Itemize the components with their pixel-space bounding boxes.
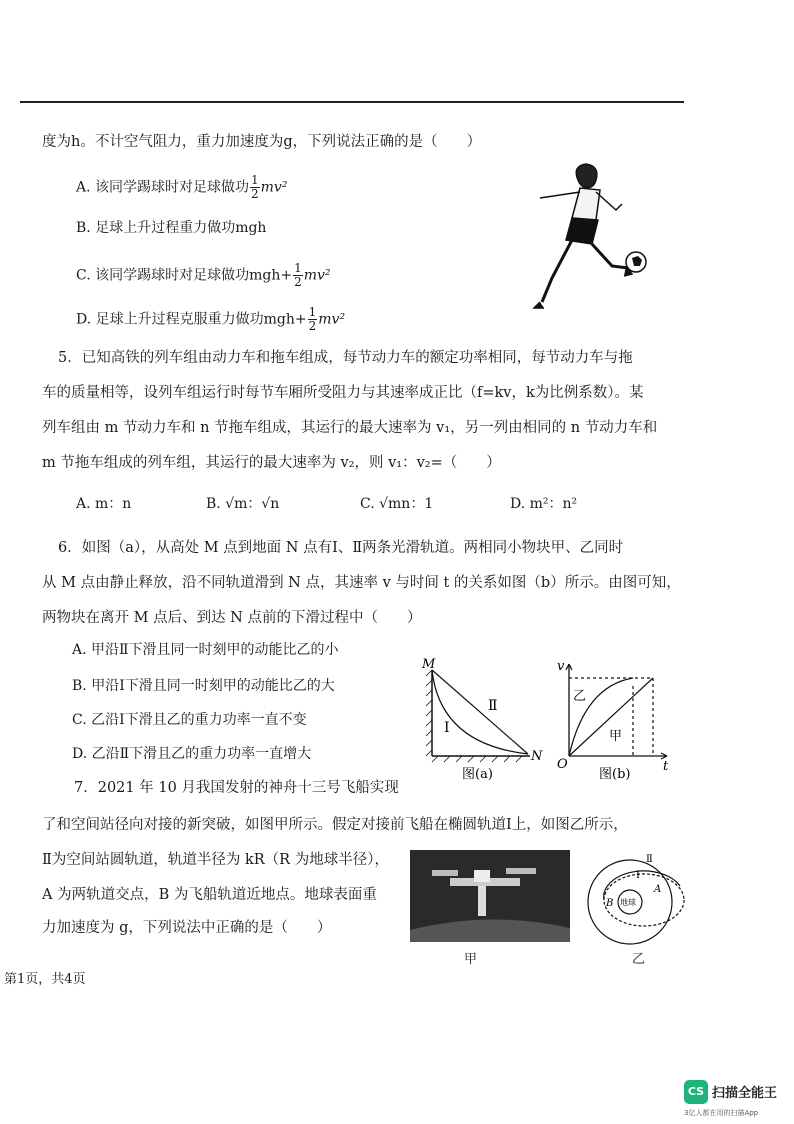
label-orbit-II: Ⅱ xyxy=(646,854,653,865)
figure-a-caption: 图(a) xyxy=(462,767,493,782)
header-rule xyxy=(20,101,684,103)
q4-stem: 度为h。不计空气阻力，重力加速度为g，下列说法正确的是（ ） xyxy=(42,134,482,150)
space-station-icon xyxy=(410,850,570,942)
fraction: $\frac{1}{2}$ xyxy=(294,261,302,289)
scanner-app-name: 扫描全能王 xyxy=(712,1086,778,1101)
q5-option-d: D. m²：n² xyxy=(510,496,578,512)
fraction: $\frac{1}{2}$ xyxy=(308,305,317,333)
q4-option-b: B. 足球上升过程重力做功mgh xyxy=(76,220,267,236)
scanner-watermark xyxy=(684,1080,794,1120)
q5-line-3: 列车组由 m 节动力车和 n 节拖车组成，其运行的最大速率为 v₁，另一列由相同的 n 节动力车和 xyxy=(42,420,658,436)
q7-line-4: A 为两轨道交点，B 为飞船轨道近地点。地球表面重 xyxy=(42,887,377,903)
q5-option-c: C. √mn：1 xyxy=(360,496,434,512)
figure-b-caption: 图(b) xyxy=(599,767,631,782)
scanner-tagline: 3亿人都在用的扫描App xyxy=(684,1109,759,1117)
q5-option-b: B. √m：√n xyxy=(206,496,280,512)
spacecraft-photo xyxy=(410,850,570,942)
label-track-I: Ⅰ xyxy=(444,720,450,736)
soccer-player-figure xyxy=(518,162,652,314)
q4-option-c: C. 该同学踢球时对足球做功mgh+ $\frac{1}{2}$ mv² xyxy=(76,261,331,289)
q7-line-3: Ⅱ为空间站圆轨道，轨道半径为 kR（R 为地球半径）， xyxy=(42,852,389,868)
label-N: N xyxy=(531,749,543,764)
axis-t-label: t xyxy=(663,759,669,774)
q6-option-a: A. 甲沿Ⅱ下滑且同一时刻甲的动能比乙的小 xyxy=(72,642,339,658)
q7-line-1: 7．2021 年 10 月我国发射的神舟十三号飞船实现 xyxy=(74,780,399,796)
q4-option-a: A. 该同学踢球时对足球做功 $\frac{1}{2}$ mv² xyxy=(76,173,288,201)
q5-line-4: m 节拖车组成的列车组，其运行的最大速率为 v₂，则 v₁：v₂=（ ） xyxy=(42,455,501,471)
q7-line-2: 了和空间站径向对接的新突破，如图甲所示。假定对接前飞船在椭圆轨道Ⅰ上，如图乙所示， xyxy=(42,817,628,833)
q4-option-d: D. 足球上升过程克服重力做功mgh+ $\frac{1}{2}$ mv² xyxy=(76,305,346,333)
orbit-diagram xyxy=(584,848,694,948)
q6-option-b: B. 甲沿Ⅰ下滑且同一时刻甲的动能比乙的大 xyxy=(72,678,335,694)
label-track-II: Ⅱ xyxy=(488,698,498,714)
fraction: $\frac{1}{2}$ xyxy=(251,173,259,201)
label-B: B xyxy=(606,898,614,909)
q6-option-d: D. 乙沿Ⅱ下滑且乙的重力功率一直增大 xyxy=(72,746,312,762)
q5-line-1: 5．已知高铁的列车组由动力车和拖车组成，每节动力车的额定功率相同，每节动力车与拖 xyxy=(58,350,633,366)
cs-logo-icon: CS xyxy=(684,1080,708,1104)
figure-a-tracks xyxy=(418,656,548,782)
page-footer: 第1页，共4页 xyxy=(4,972,86,987)
q6-line-2: 从 M 点由静止释放，沿不同轨道滑到 N 点，其速率 v 与时间 t 的关系如图（b）所示。由图可知， xyxy=(42,575,681,591)
origin-label: O xyxy=(557,757,568,772)
q5-option-a: A. m：n xyxy=(76,496,132,512)
label-jia: 甲 xyxy=(609,729,623,744)
label-orbit-I: Ⅰ xyxy=(636,870,640,881)
label-earth: 地球 xyxy=(620,898,636,907)
label-A: A xyxy=(654,884,662,895)
label-M: M xyxy=(422,657,436,672)
label-yi: 乙 xyxy=(573,689,587,704)
figure-yi-caption: 乙 xyxy=(632,952,646,967)
q6-option-c: C. 乙沿Ⅰ下滑且乙的重力功率一直不变 xyxy=(72,712,307,728)
figure-jia-caption: 甲 xyxy=(464,952,478,967)
q7-line-5: 力加速度为 g，下列说法中正确的是（ ） xyxy=(42,920,332,936)
figure-b-vt-graph xyxy=(555,656,675,782)
axis-v-label: v xyxy=(557,659,565,674)
q6-line-3: 两物块在离开 M 点后、到达 N 点前的下滑过程中（ ） xyxy=(42,610,422,626)
q6-line-1: 6．如图（a），从高处 M 点到地面 N 点有Ⅰ、Ⅱ两条光滑轨道。两相同小物块甲、乙同时 xyxy=(58,540,624,556)
q5-line-2: 车的质量相等，设列车组运行时每节车厢所受阻力与其速率成正比（f=kv，k为比例系数）。某 xyxy=(42,385,644,401)
